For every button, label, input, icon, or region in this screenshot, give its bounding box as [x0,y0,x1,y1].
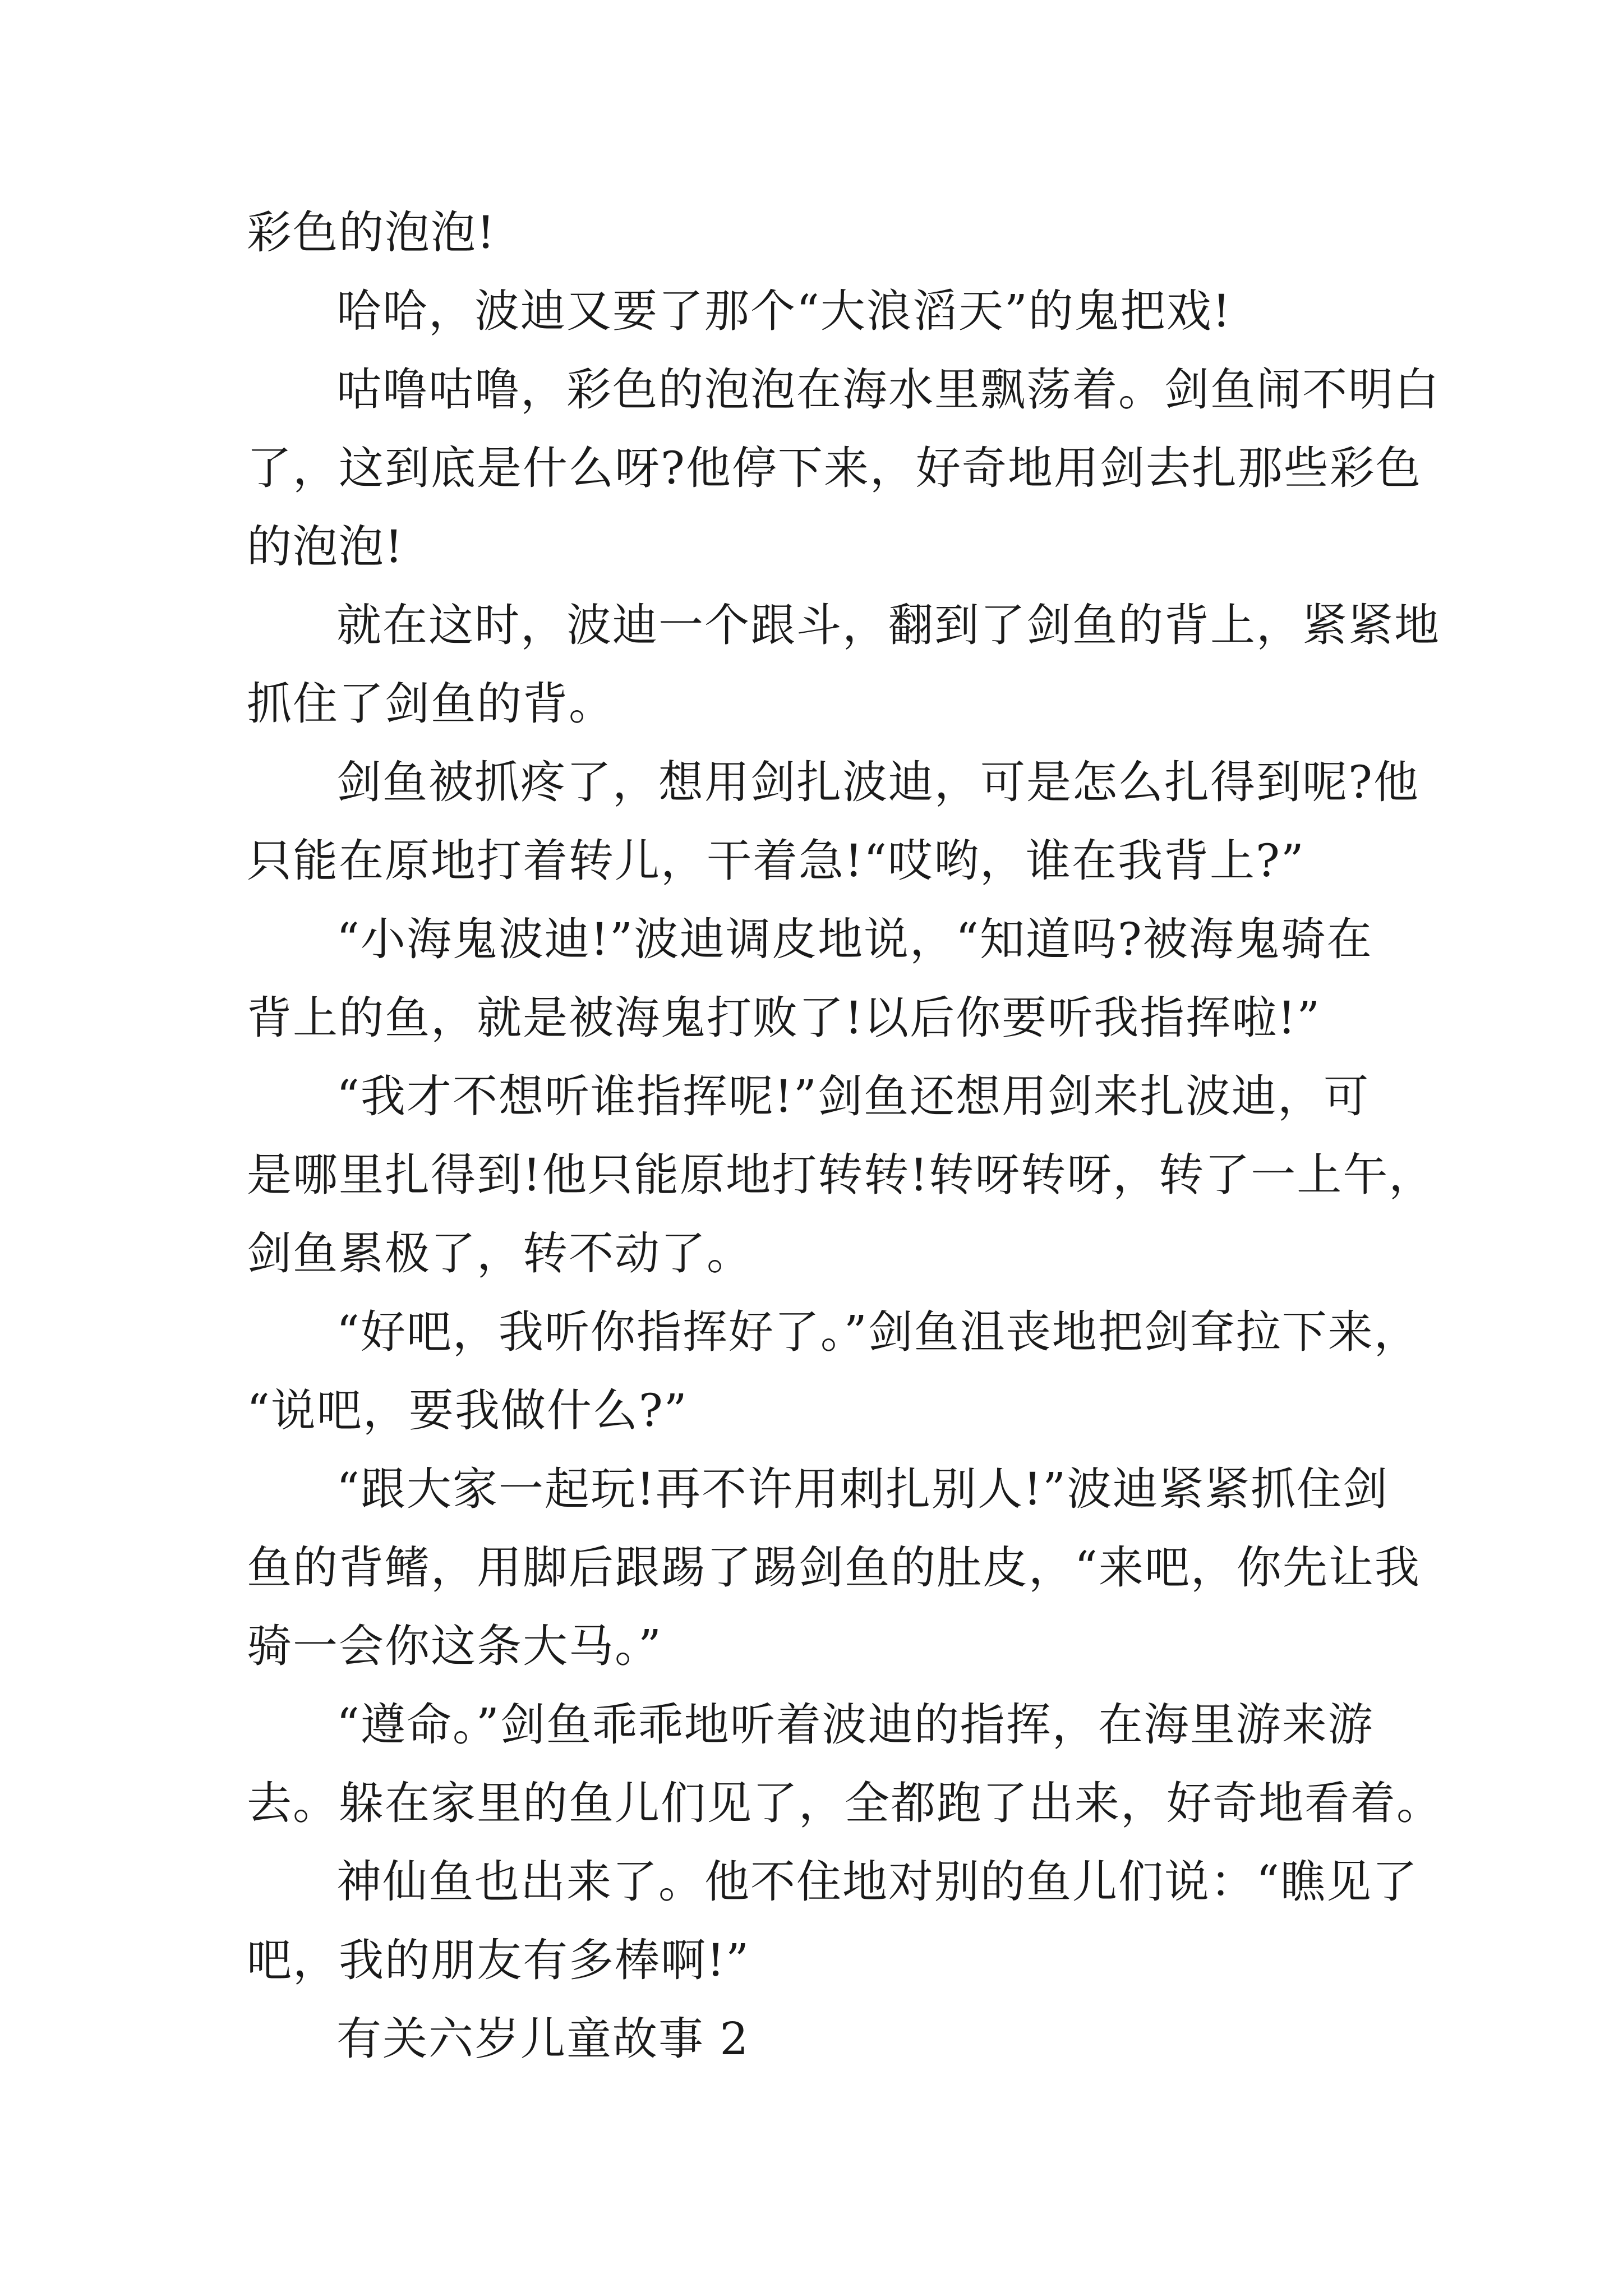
text-line: 就在这时，波迪一个跟斗，翻到了剑鱼的背上，紧紧地 [336,599,1440,651]
text-line: “遵命。”剑鱼乖乖地听着波迪的指挥，在海里游来游 [336,1699,1374,1751]
text-line: “好吧，我听你指挥好了。”剑鱼沮丧地把剑耷拉下来， [336,1306,1420,1358]
text-line: 的泡泡! [247,521,404,573]
section-heading: 有关六岁儿童故事 2 [336,2013,750,2065]
text-line: “说吧，要我做什么?” [247,1384,688,1437]
text-line: 背上的鱼，就是被海鬼打败了!以后你要听我指挥啦!” [247,992,1321,1044]
text-line: 鱼的背鳍，用脚后跟踢了踢剑鱼的肚皮，“来吧，你先让我 [247,1542,1421,1594]
text-line: 了，这到底是什么呀?他停下来，好奇地用剑去扎那些彩色 [247,442,1422,494]
text-line: 吧，我的朋友有多棒啊!” [247,1934,750,1986]
text-line: 是哪里扎得到!他只能原地打转转!转呀转呀，转了一上午， [247,1149,1435,1201]
text-line: 抓住了剑鱼的背。 [247,678,615,730]
story-text [247,194,1447,2078]
text-line: 只能在原地打着转儿，干着急!“哎哟，谁在我背上?” [247,835,1305,887]
text-line: “我才不想听谁指挥呢!”剑鱼还想用剑来扎波迪，可 [336,1070,1370,1122]
text-line: 哈哈，波迪又要了那个“大浪滔天”的鬼把戏! [336,285,1232,337]
text-line: 剑鱼被抓疼了，想用剑扎波迪，可是怎么扎得到呢?他 [336,756,1419,808]
text-line: 咕噜咕噜，彩色的泡泡在海水里飘荡着。剑鱼闹不明白 [336,364,1440,416]
text-line: “小海鬼波迪!”波迪调皮地说，“知道吗?被海鬼骑在 [336,913,1373,965]
text-line: 去。躲在家里的鱼儿们见了，全都跑了出来，好奇地看着。 [247,1777,1442,1829]
text-line: 骑一会你这条大马。” [247,1620,662,1672]
text-line: 神仙鱼也出来了。他不住地对别的鱼儿们说：“瞧见了 [336,1856,1418,1908]
text-line: 彩色的泡泡! [247,206,496,259]
text-line: “跟大家一起玩!再不许用刺扎别人!”波迪紧紧抓住剑 [336,1463,1389,1515]
text-line: 剑鱼累极了，转不动了。 [247,1227,753,1280]
